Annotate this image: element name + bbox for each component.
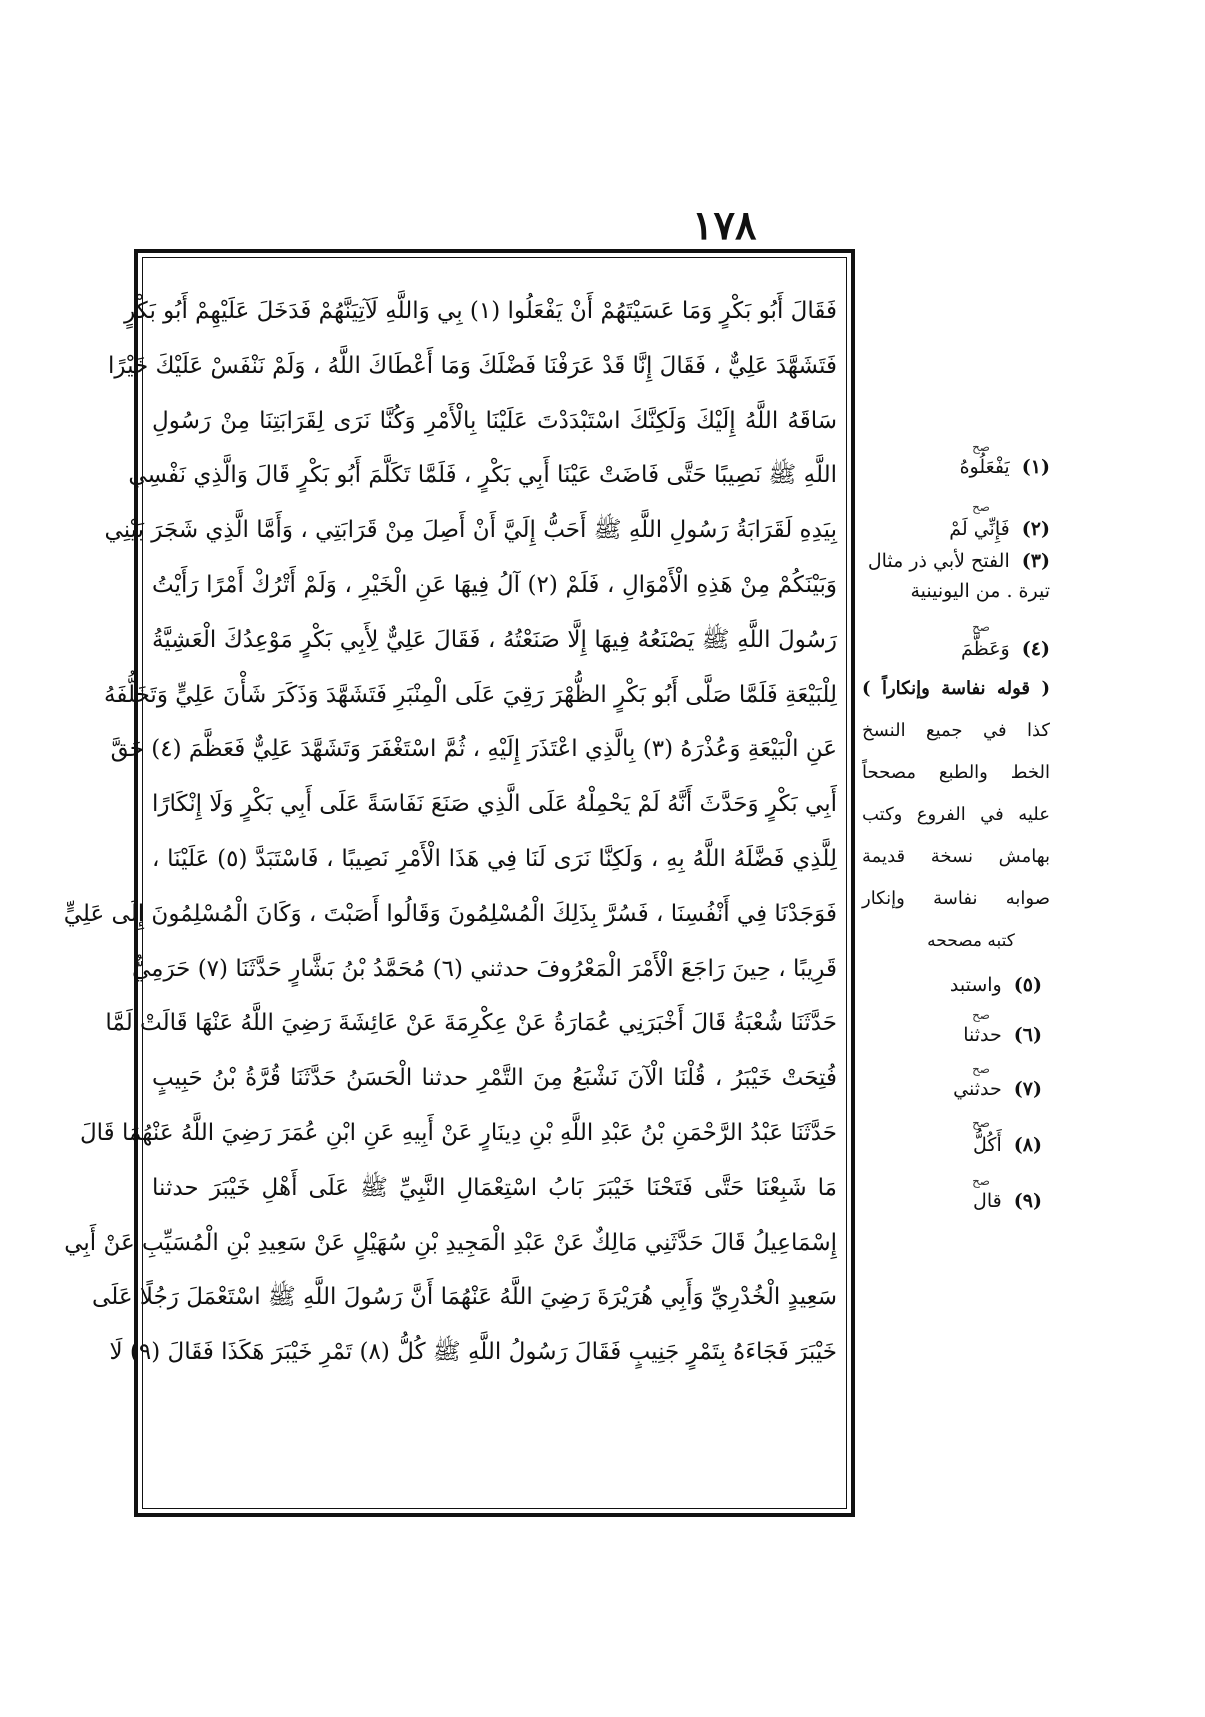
- footnote-number: (٥): [1013, 974, 1042, 996]
- footnote-text: يَفْعَلُوهُ: [959, 456, 1010, 478]
- text-line: بِيَدِهِ لَقَرَابَةُ رَسُولِ اللَّهِ ﷺ أَحَبُّ إِلَيَّ أَنْ أَصِلَ مِنْ قَرَابَتِي ، وَأَمَّا الَّذِي شَجَرَ بَيْنِي: [104, 517, 837, 544]
- footnote-5: [862, 974, 1050, 996]
- text-line: فَقَالَ أَبُو بَكْرٍ وَمَا عَسَيْتَهُمْ أَنْ يَفْعَلُوا (١) بِي وَاللَّهِ لَآتِيَنَّهُمْ فَدَخَلَ عَلَيْهِمْ أَبُو بَكْرٍ: [124, 298, 837, 324]
- note-mark: صح: [972, 1062, 990, 1076]
- text-line: أَبِي بَكْرٍ وَحَدَّثَ أَنَّهُ لَمْ يَحْمِلْهُ عَلَى الَّذِي صَنَعَ نَفَاسَةً عَلَى أَبِي بَكْرٍ وَلَا إِنْكَارًا: [152, 791, 837, 818]
- footnote-number: (٤): [1021, 638, 1050, 660]
- footnote-1: [862, 456, 1050, 478]
- note-mark: صح: [972, 440, 990, 454]
- text-line: لِلْبَيْعَةِ فَلَمَّا صَلَّى أَبُو بَكْرٍ الظُّهْرَ رَقِيَ عَلَى الْمِنْبَرِ فَتَشَهَّدَ وَذَكَرَ شَأْنَ عَلِيٍّ وَتَخَلُّفَهُ: [103, 681, 837, 708]
- text-line: اللَّهِ ﷺ نَصِيبًا حَتَّى فَاضَتْ عَيْنَا أَبِي بَكْرٍ ، فَلَمَّا تَكَلَّمَ أَبُو بَكْرٍ قَالَ وَالَّذِي نَفْسِي: [128, 462, 837, 489]
- text-line: وَبَيْنَكُمْ مِنْ هَذِهِ الْأَمْوَالِ ، فَلَمْ (٢) آلُ فِيهَا عَنِ الْخَيْرِ ، وَلَمْ أَتْرُكْ أَمْرًا رَأَيْتُ: [152, 571, 837, 598]
- text-line: فَتَشَهَّدَ عَلِيٌّ ، فَقَالَ إِنَّا قَدْ عَرَفْنَا فَضْلَكَ وَمَا أَعْطَاكَ اللَّهُ ، وَلَمْ نَنْفَسْ عَلَيْكَ خَيْرًا: [107, 352, 837, 379]
- text-line: خَيْبَرَ فَجَاءَهُ بِتَمْرٍ جَنِيبٍ فَقَالَ رَسُولُ اللَّهِ ﷺ كُلُّ (٨) تَمْرِ خَيْبَرَ هَكَذَا فَقَالَ (٩) لَا: [109, 1339, 837, 1366]
- note-mark: صح: [972, 1116, 990, 1130]
- editor-note-line: عليه في الفروع وكتب: [862, 804, 1050, 825]
- footnote-4: [862, 638, 1050, 660]
- footnote-number: (٧): [1013, 1078, 1042, 1100]
- editor-note-line: الخط والطبع مصححاً: [862, 762, 1050, 783]
- margin-notes: [862, 440, 1050, 1212]
- footnote-number: (٣): [1021, 550, 1050, 572]
- footnote-6: [862, 1024, 1050, 1046]
- footnote-number: (١): [1021, 456, 1050, 478]
- footnote-text: قال: [973, 1190, 1002, 1212]
- text-line: عَنِ الْبَيْعَةِ وَعُذْرَهُ (٣) بِالَّذِي اعْتَذَرَ إِلَيْهِ ، ثُمَّ اسْتَغْفَرَ وَتَشَهَّدَ عَلِيٌّ فَعَظَّمَ (٤) حَقَّ: [110, 736, 837, 763]
- text-line: قَرِيبًا ، حِينَ رَاجَعَ الْأَمْرَ الْمَعْرُوفَ حدثني (٦) مُحَمَّدُ بْنُ بَشَّارٍ حَدَّثَنَا (٧) حَرَمِيٌّ: [131, 955, 837, 982]
- text-line: فَوَجَدْنَا فِي أَنْفُسِنَا ، فَسُرَّ بِذَلِكَ الْمُسْلِمُونَ وَقَالُوا أَصَبْتَ ، وَكَانَ الْمُسْلِمُونَ إِلَى عَلِيٍّ: [63, 900, 837, 927]
- note-mark: صح: [972, 1008, 990, 1022]
- note-mark: صح: [972, 500, 990, 514]
- text-line: إِسْمَاعِيلُ قَالَ حَدَّثَنِي مَالِكٌ عَنْ عَبْدِ الْمَجِيدِ بْنِ سُهَيْلٍ عَنْ سَعِيدِ بْنِ الْمُسَيِّبِ عَنْ أَبِي: [64, 1229, 837, 1256]
- footnote-text: واستبد: [949, 974, 1002, 996]
- note-mark: صح: [972, 1174, 990, 1188]
- text-line: مَا شَبِعْنَا حَتَّى فَتَحْنَا خَيْبَرَ بَابُ اسْتِعْمَالِ النَّبِيِّ ﷺ عَلَى أَهْلِ خَيْبَرَ حدثنا: [152, 1174, 837, 1201]
- editor-note-line: كذا في جميع النسخ: [862, 720, 1050, 741]
- footnote-number: (٨): [1013, 1134, 1042, 1156]
- text-line: فُتِحَتْ خَيْبَرُ ، قُلْنَا الْآنَ نَشْبَعُ مِنَ التَّمْرِ حدثنا الْحَسَنُ حَدَّثَنَا قُرَّةُ بْنُ حَبِيبٍ: [152, 1065, 837, 1092]
- editor-note-line: بهامش نسخة قديمة: [862, 846, 1050, 867]
- editor-note-line: كتبه مصححه: [927, 931, 1015, 951]
- footnote-7: [862, 1078, 1050, 1100]
- editor-note-line: ( قوله نفاسة وإنكاراً ): [862, 678, 1050, 699]
- footnote-text: أَكُلُّ: [973, 1134, 1002, 1156]
- text-line: حَدَّثَنَا شُعْبَةُ قَالَ أَخْبَرَنِي عُمَارَةُ عَنْ عِكْرِمَةَ عَنْ عَائِشَةَ رَضِيَ اللَّهُ عَنْهَا قَالَتْ لَمَّا: [105, 1010, 837, 1037]
- text-line: سَاقَهُ اللَّهُ إِلَيْكَ وَلَكِنَّكَ اسْتَبْدَدْتَ عَلَيْنَا بِالْأَمْرِ وَكُنَّا نَرَى لِقَرَابَتِنَا مِنْ رَسُولِ: [152, 407, 837, 434]
- text-line: حَدَّثَنَا عَبْدُ الرَّحْمَنِ بْنُ عَبْدِ اللَّهِ بْنِ دِينَارٍ عَنْ أَبِيهِ عَنِ ابْنِ عُمَرَ رَضِيَ اللَّهُ عَنْهُمَا قَالَ: [79, 1119, 837, 1146]
- note-mark: صح: [972, 620, 990, 634]
- text-line: سَعِيدٍ الْخُدْرِيِّ وَأَبِي هُرَيْرَةَ رَضِيَ اللَّهُ عَنْهُمَا أَنَّ رَسُولَ اللَّهِ ﷺ اسْتَعْمَلَ رَجُلًا عَلَى: [92, 1284, 837, 1311]
- footnote-text: فَإِنِّي لَمْ: [949, 518, 1010, 540]
- footnote-text: حدثنا: [963, 1024, 1002, 1046]
- footnote-number: (٦): [1013, 1024, 1042, 1046]
- footnote-9: [862, 1190, 1050, 1212]
- footnote-text: الفتح لأبي ذر مثال تيرة . من اليونينية: [867, 550, 1050, 602]
- footnote-number: (٩): [1013, 1190, 1042, 1212]
- text-line: رَسُولَ اللَّهِ ﷺ يَصْنَعُهُ فِيهَا إِلَّا صَنَعْتُهُ ، فَقَالَ عَلِيٌّ لِأَبِي بَكْرٍ مَوْعِدُكَ الْعَشِيَّةُ: [152, 626, 837, 653]
- text-line: لِلَّذِي فَضَّلَهُ اللَّهُ بِهِ ، وَلَكِنَّا نَرَى لَنَا فِي هَذَا الْأَمْرِ نَصِيبًا ، فَاسْتَبَدَّ (٥) عَلَيْنَا ،: [152, 845, 837, 872]
- footnote-3: [862, 546, 1050, 606]
- footnote-text: وَعَظَّمَ: [960, 638, 1010, 660]
- main-text-block: [63, 284, 837, 1499]
- editor-note-line: صوابه نفاسة وإنكار: [862, 888, 1050, 909]
- editor-note: [862, 668, 1050, 962]
- footnote-8: [862, 1134, 1050, 1156]
- page-number: ١٧٨: [692, 202, 757, 249]
- footnote-number: (٢): [1021, 518, 1050, 540]
- footnote-2: [862, 518, 1050, 540]
- footnote-text: حدثني: [953, 1078, 1002, 1100]
